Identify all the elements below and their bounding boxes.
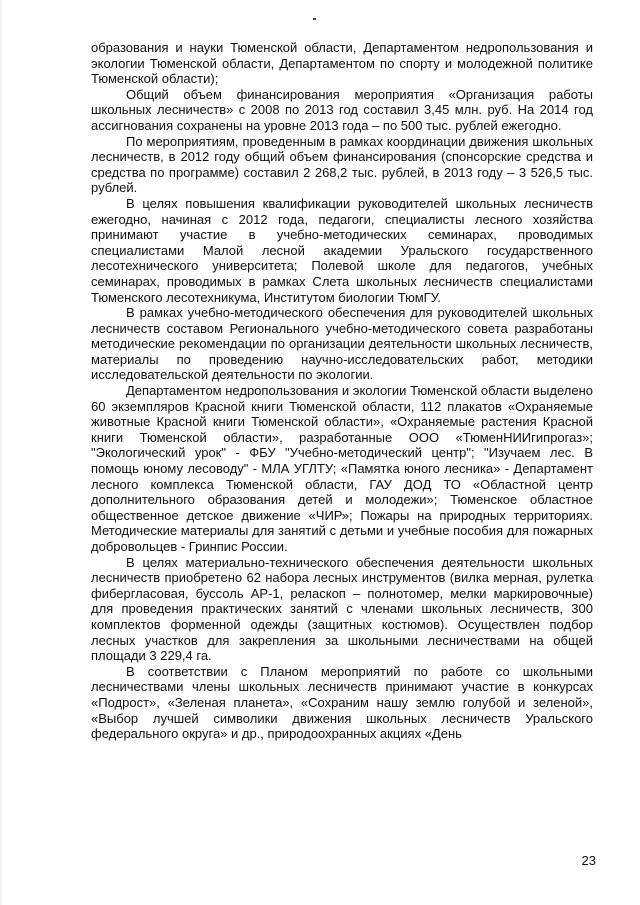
paragraph-5: В рамках учебно-методического обеспечения для руководителей школьных лесничеств составом Регионального учебно-методического совета разработаны методические рекомендации по организации деятельности школьных лесничеств, материалы по проведению научно-исследовательских работ, методики исследовательской деятельности по экологии. <box>91 305 593 383</box>
paragraph-1: образования и науки Тюменской области, Департаментом недропользования и экологии Тюменской области, Департаментом по спорту и молодежной политике Тюменской области); <box>91 40 593 87</box>
paragraph-8: В соответствии с Планом мероприятий по работе со школьными лесничествами члены школьных лесничеств принимают участие в конкурсах «Подрост», «Зеленая планета», «Сохраним нашу землю голубой и зеленой», «Выбор лучшей символики движения школьных лесничеств Уральского федерального округа» и др., природоохранных акциях «День <box>91 663 593 742</box>
scan-mark <box>313 18 316 20</box>
paragraph-2: Общий объем финансирования мероприятия «Организация работы школьных лесничеств» с 2008 по 2013 год составил 3,45 млн. руб. На 2014 год ассигнования сохранены на уровне 2013 года – по 500 тыс. рублей ежегодно. <box>91 86 593 133</box>
paragraph-3: По мероприятиям, проведенным в рамках координации движения школьных лесничеств, в 2012 году общий объем финансирования (спонсорские средства и средства по программе) составил 2 268,2 тыс. рублей, в 2013 году – 3 526,5 тыс. рублей. <box>91 133 593 196</box>
paragraph-7: В целях материально-технического обеспечения деятельности школьных лесничеств приобретено 62 набора лесных инструментов (вилка мерная, рулетка фибергласовая, буссоль АР-1, реласкоп – полнотомер, мелки маркировочные) для проведения практических занятий с членами школьных лесничеств, 300 комплектов форменной одежды (защитных костюмов). Осуществлен подбор лесных участков для закрепления за школьными лесничествами на общей площади 3 229,4 га. <box>91 554 593 664</box>
paragraph-4: В целях повышения квалификации руководителей школьных лесничеств ежегодно, начиная с 2012 года, педагоги, специалисты лесного хозяйства принимают участие в учебно-методических семинарах, проводимых специалистами Малой лесной академии Уральского государственного лесотехнического университета; Полевой школе для педагогов, учебных семинарах, проводимых в рамках Слета школьных лесничеств специалистами Тюменского лесотехникума, Институтом биологии ТюмГУ. <box>91 195 593 305</box>
scan-edge <box>0 0 2 905</box>
paragraph-6: Департаментом недропользования и экологии Тюменской области выделено 60 экземпляров Красной книги Тюменской области, 112 плакатов «Охраняемые животные Красной книги Тюменской области», «Охраняемые растения Красной книги Тюменской области», разработанные ООО «ТюменНИИгипрогаз»; "Экологический урок" - ФБУ "Учебно-методический центр"; "Изучаем лес. В помощь юному лесоводу" - МЛА УГЛТУ; «Памятка юного лесника» - Департамент лесного комплекса Тюменской области, ГАУ ДОД ТО «Областной центр дополнительного образования детей и молодежи»; Тюменское областное общественное детское движение «ЧИР»; Пожары на природных территориях. Методические материалы для занятий с детьми и учебные пособия для пожарных добровольцев - Гринпис России. <box>91 383 593 554</box>
page-number: 23 <box>581 853 596 868</box>
body-text <box>91 40 593 742</box>
